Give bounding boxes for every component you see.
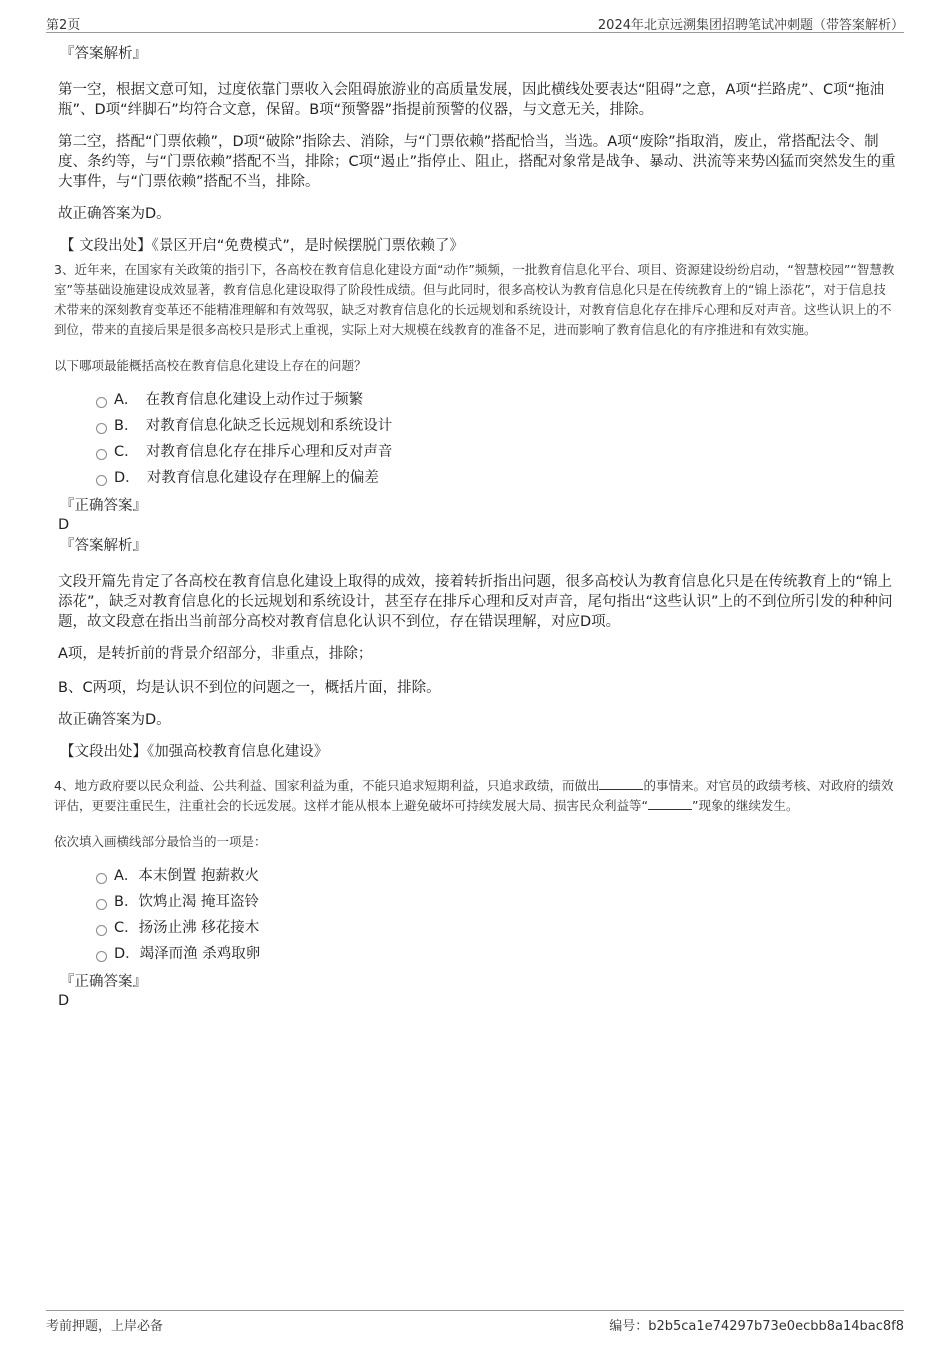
options-list [56,390,896,494]
option-c[interactable]: C．扬汤止沸 移花接木 [56,918,896,944]
page-header [46,12,904,33]
radio-button[interactable] [96,925,107,936]
page-number: 第2页 [46,18,81,33]
analysis-label: 『答案解析』 [60,46,147,62]
option-a[interactable]: A．本末倒置 抱薪救火 [56,866,896,892]
radio-button[interactable] [96,475,107,486]
page-footer [46,1310,904,1333]
radio-button[interactable] [96,899,107,910]
page-content [56,44,896,1010]
option-b[interactable]: B． 对教育信息化缺乏长远规划和系统设计 [56,416,896,442]
footer-slogan: 考前押题，上岸必备 [46,1319,164,1334]
analysis-paragraph: 第一空，根据文意可知，过度依靠门票收入会阻碍旅游业的高质量发展，因此横线处要表达“阻碍”之意，A项“拦路虎”、C项“拖油瓶”、D项“绊脚石”均符合文意，保留。B项“预警器”指提前预警的仪器，与文意无关，排除。 [58,82,885,118]
radio-button[interactable] [96,873,107,884]
document-id: 编号：b2b5ca1e74297b73e0ecbb8a14bac8f8 [609,1319,904,1334]
analysis-paragraph: A项，是转折前的背景介绍部分，非重点，排除； [58,646,373,662]
conclusion: 故正确答案为D。 [58,206,171,222]
radio-button[interactable] [96,449,107,460]
source-citation: 【文段出处】《加强高校教育信息化建设》 [60,744,329,760]
options-list [56,866,896,970]
conclusion: 故正确答案为D。 [58,712,171,728]
correct-answer-label: 『正确答案』 [60,498,147,514]
analysis-paragraph: B、C两项，均是认识不到位的问题之一，概括片面，排除。 [58,680,441,696]
option-b[interactable]: B．饮鸩止渴 掩耳盗铃 [56,892,896,918]
radio-button[interactable] [96,397,107,408]
question-prompt: 依次填入画横线部分最恰当的一项是： [54,834,267,849]
analysis-label: 『答案解析』 [60,538,147,554]
option-a[interactable]: A． 在教育信息化建设上动作过于频繁 [56,390,896,416]
question-text: 3、近年来，在国家有关政策的指引下，各高校在教育信息化建设方面“动作”频频，一批教育信息化平台、项目、资源建设纷纷启动，“智慧校园”“智慧教室”等基础设施建设成效显著，教育信息化建设取得了阶段性成绩。但与此同时，很多高校认为教育信息化只是在传统教育上的“锦上添花”，对于信息技术带来的深刻教育变革还不能精准理解和有效驾驭，缺乏对教育信息化的长远规划和系统设计，对教育信息化存在排斥心理和反对声音。这些认识上的不到位，带来的直接后果是很多高校只是形式上重视，实际上对大规模在线教育的准备不足，进而影响了教育信息化的有序推进和有效实施。 [54,262,895,337]
fill-blank [599,776,643,790]
option-d[interactable]: D．竭泽而渔 杀鸡取卵 [56,944,896,970]
radio-button[interactable] [96,423,107,434]
correct-answer: D [58,517,70,533]
option-d[interactable]: D． 对教育信息化建设存在理解上的偏差 [56,468,896,494]
correct-answer-label: 『正确答案』 [60,974,147,990]
fill-blank [648,796,692,810]
source-citation: 【 文段出处】《景区开启“免费模式”，是时候摆脱门票依赖了》 [60,238,464,254]
question-prompt: 以下哪项最能概括高校在教育信息化建设上存在的问题？ [54,358,367,373]
option-c[interactable]: C． 对教育信息化存在排斥心理和反对声音 [56,442,896,468]
analysis-paragraph: 第二空，搭配“门票依赖”，D项“破除”指除去、消除，与“门票依赖”搭配恰当，当选。A项“废除”指取消，废止，常搭配法令、制度、条约等，与“门票依赖”搭配不当，排除；C项“遏止”指停止、阻止，搭配对象常是战争、暴动、洪流等来势凶猛而突然发生的重大事件，与“门票依赖”搭配不当，排除。 [58,134,896,190]
analysis-paragraph: 文段开篇先肯定了各高校在教育信息化建设上取得的成效，接着转折指出问题，很多高校认为教育信息化只是在传统教育上的“锦上添花”，缺乏对教育信息化的长远规划和系统设计，甚至存在排斥心理和反对声音，尾句指出“这些认识”上的不到位所引发的种种问题，故文段意在指出当前部分高校对教育信息化认识不到位，存在错误理解，对应D项。 [58,574,893,630]
correct-answer: D [58,993,70,1009]
radio-button[interactable] [96,951,107,962]
question-text: 4、地方政府要以民众利益、公共利益、国家利益为重，不能只追求短期利益，只追求政绩，而做出 的事情来。对官员的政绩考核、对政府的绩效评估，更要注重民生，注重社会的长远发展。这样才能从根本上避免破坏可持续发展大局、损害民众利益等“ ”现象的继续发生。 [54,778,894,813]
document-title: 2024年北京远溯集团招聘笔试冲刺题（带答案解析） [597,18,904,33]
